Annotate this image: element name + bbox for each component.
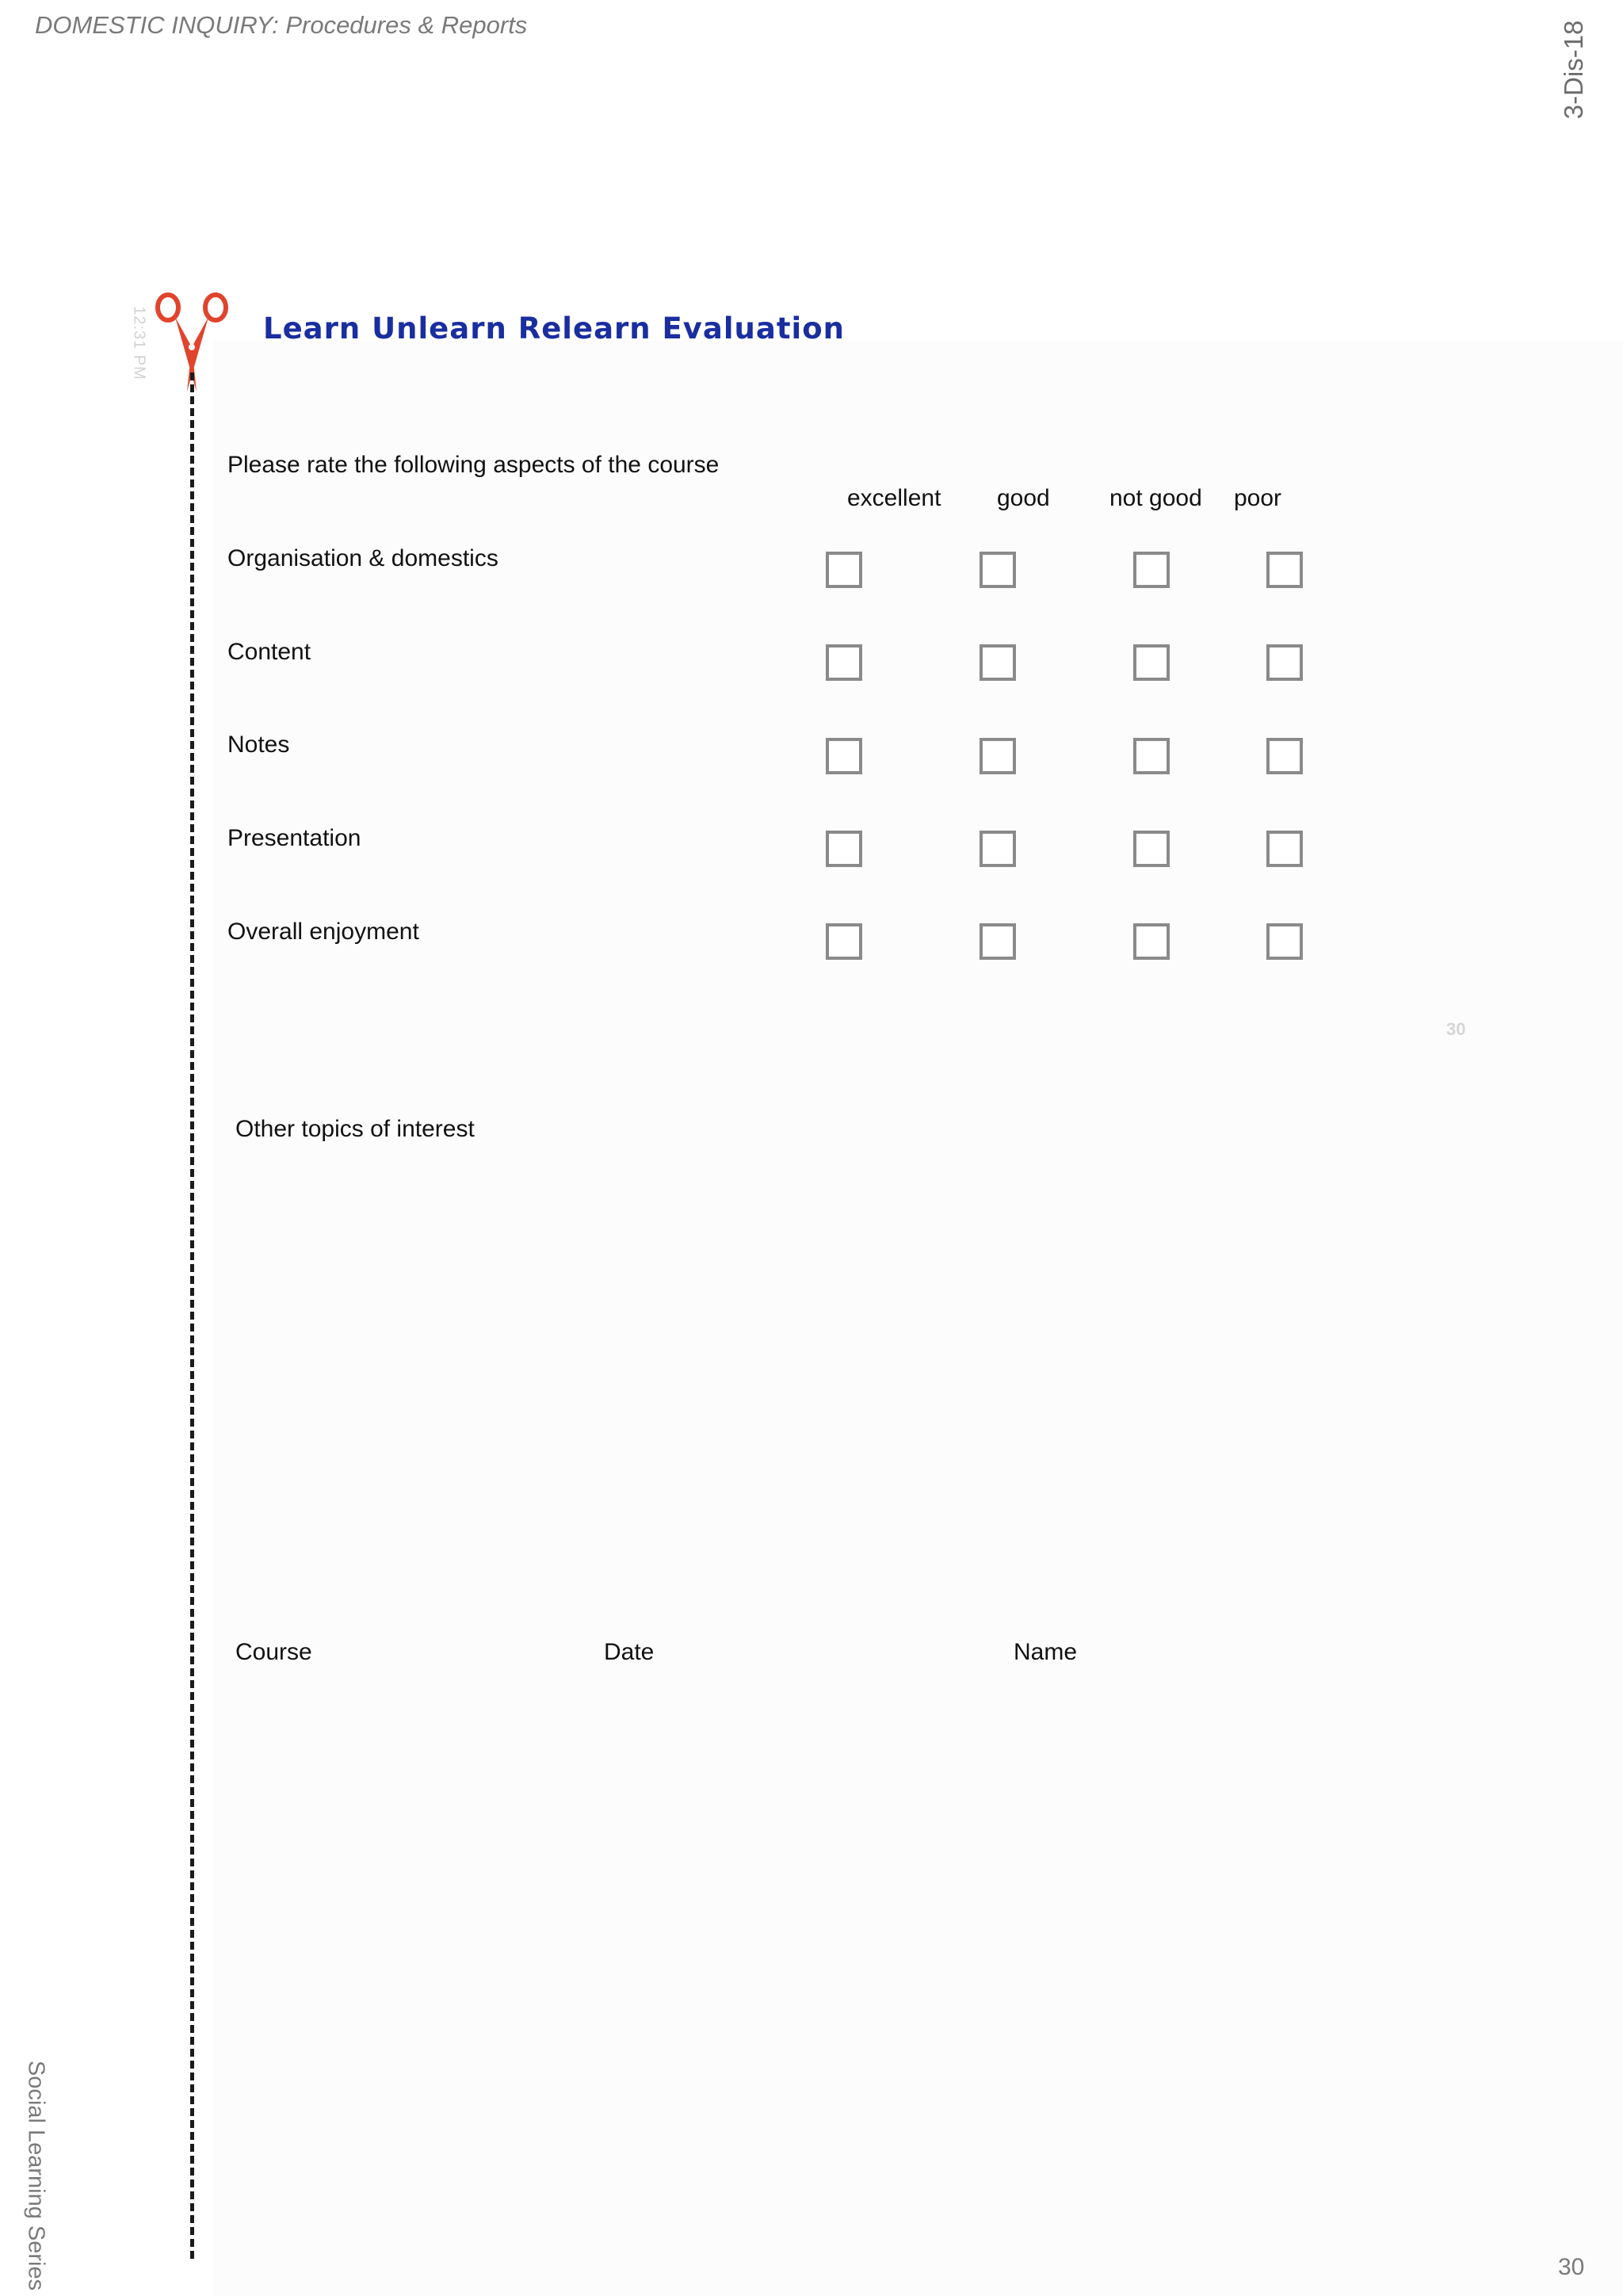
checkbox-organisation-excellent[interactable]: [826, 552, 862, 588]
name-label: Name: [1014, 1639, 1078, 1665]
checkbox-overall-enjoyment-not-good[interactable]: [1133, 923, 1170, 960]
form-panel: [214, 341, 1623, 2296]
aspect-label-overall-enjoyment: Overall enjoyment: [227, 919, 419, 945]
series-name: [17, 2060, 54, 2291]
course-label: Course: [235, 1639, 312, 1665]
column-header-not-good: not good: [1109, 485, 1202, 511]
ghost-page-number: 30: [1446, 1019, 1466, 1039]
cut-line: [190, 372, 194, 2259]
aspect-label-presentation: Presentation: [227, 825, 361, 851]
checkbox-overall-enjoyment-excellent[interactable]: [826, 923, 862, 960]
page-number: 30: [1558, 2254, 1585, 2280]
document-code: [1558, 14, 1590, 125]
series-name-text: Social Learning Series: [23, 2060, 49, 2291]
checkbox-content-not-good[interactable]: [1133, 644, 1170, 681]
column-header-poor: poor: [1234, 485, 1282, 511]
other-topics-label: Other topics of interest: [235, 1116, 475, 1142]
checkbox-presentation-good[interactable]: [980, 831, 1016, 867]
checkbox-presentation-poor[interactable]: [1266, 831, 1303, 867]
checkbox-organisation-not-good[interactable]: [1133, 552, 1170, 588]
checkbox-organisation-good[interactable]: [980, 552, 1016, 588]
rating-instructions: Please rate the following aspects of the course: [227, 452, 720, 478]
checkbox-overall-enjoyment-poor[interactable]: [1266, 923, 1303, 960]
checkbox-content-excellent[interactable]: [826, 644, 862, 681]
checkbox-notes-not-good[interactable]: [1133, 738, 1170, 774]
checkbox-notes-poor[interactable]: [1266, 738, 1303, 774]
aspect-label-organisation: Organisation & domestics: [227, 545, 498, 571]
ghost-timestamp-text: 12:31 PM: [130, 305, 148, 380]
aspect-label-notes: Notes: [227, 732, 290, 758]
date-label: Date: [604, 1639, 655, 1665]
form-title: Learn Unlearn Relearn Evaluation: [263, 311, 845, 346]
document-code-text: 3-Dis-18: [1559, 20, 1588, 120]
checkbox-presentation-not-good[interactable]: [1133, 831, 1170, 867]
column-header-good: good: [997, 485, 1050, 511]
aspect-label-content: Content: [227, 639, 311, 665]
checkbox-content-poor[interactable]: [1266, 644, 1303, 681]
checkbox-notes-excellent[interactable]: [826, 738, 862, 774]
checkbox-organisation-poor[interactable]: [1266, 552, 1303, 588]
column-header-excellent: excellent: [847, 485, 941, 511]
checkbox-content-good[interactable]: [980, 644, 1016, 681]
checkbox-overall-enjoyment-good[interactable]: [980, 923, 1016, 960]
checkbox-presentation-excellent[interactable]: [826, 831, 862, 867]
checkbox-notes-good[interactable]: [980, 738, 1016, 774]
document-title: DOMESTIC INQUIRY: Procedures & Reports: [35, 11, 528, 39]
